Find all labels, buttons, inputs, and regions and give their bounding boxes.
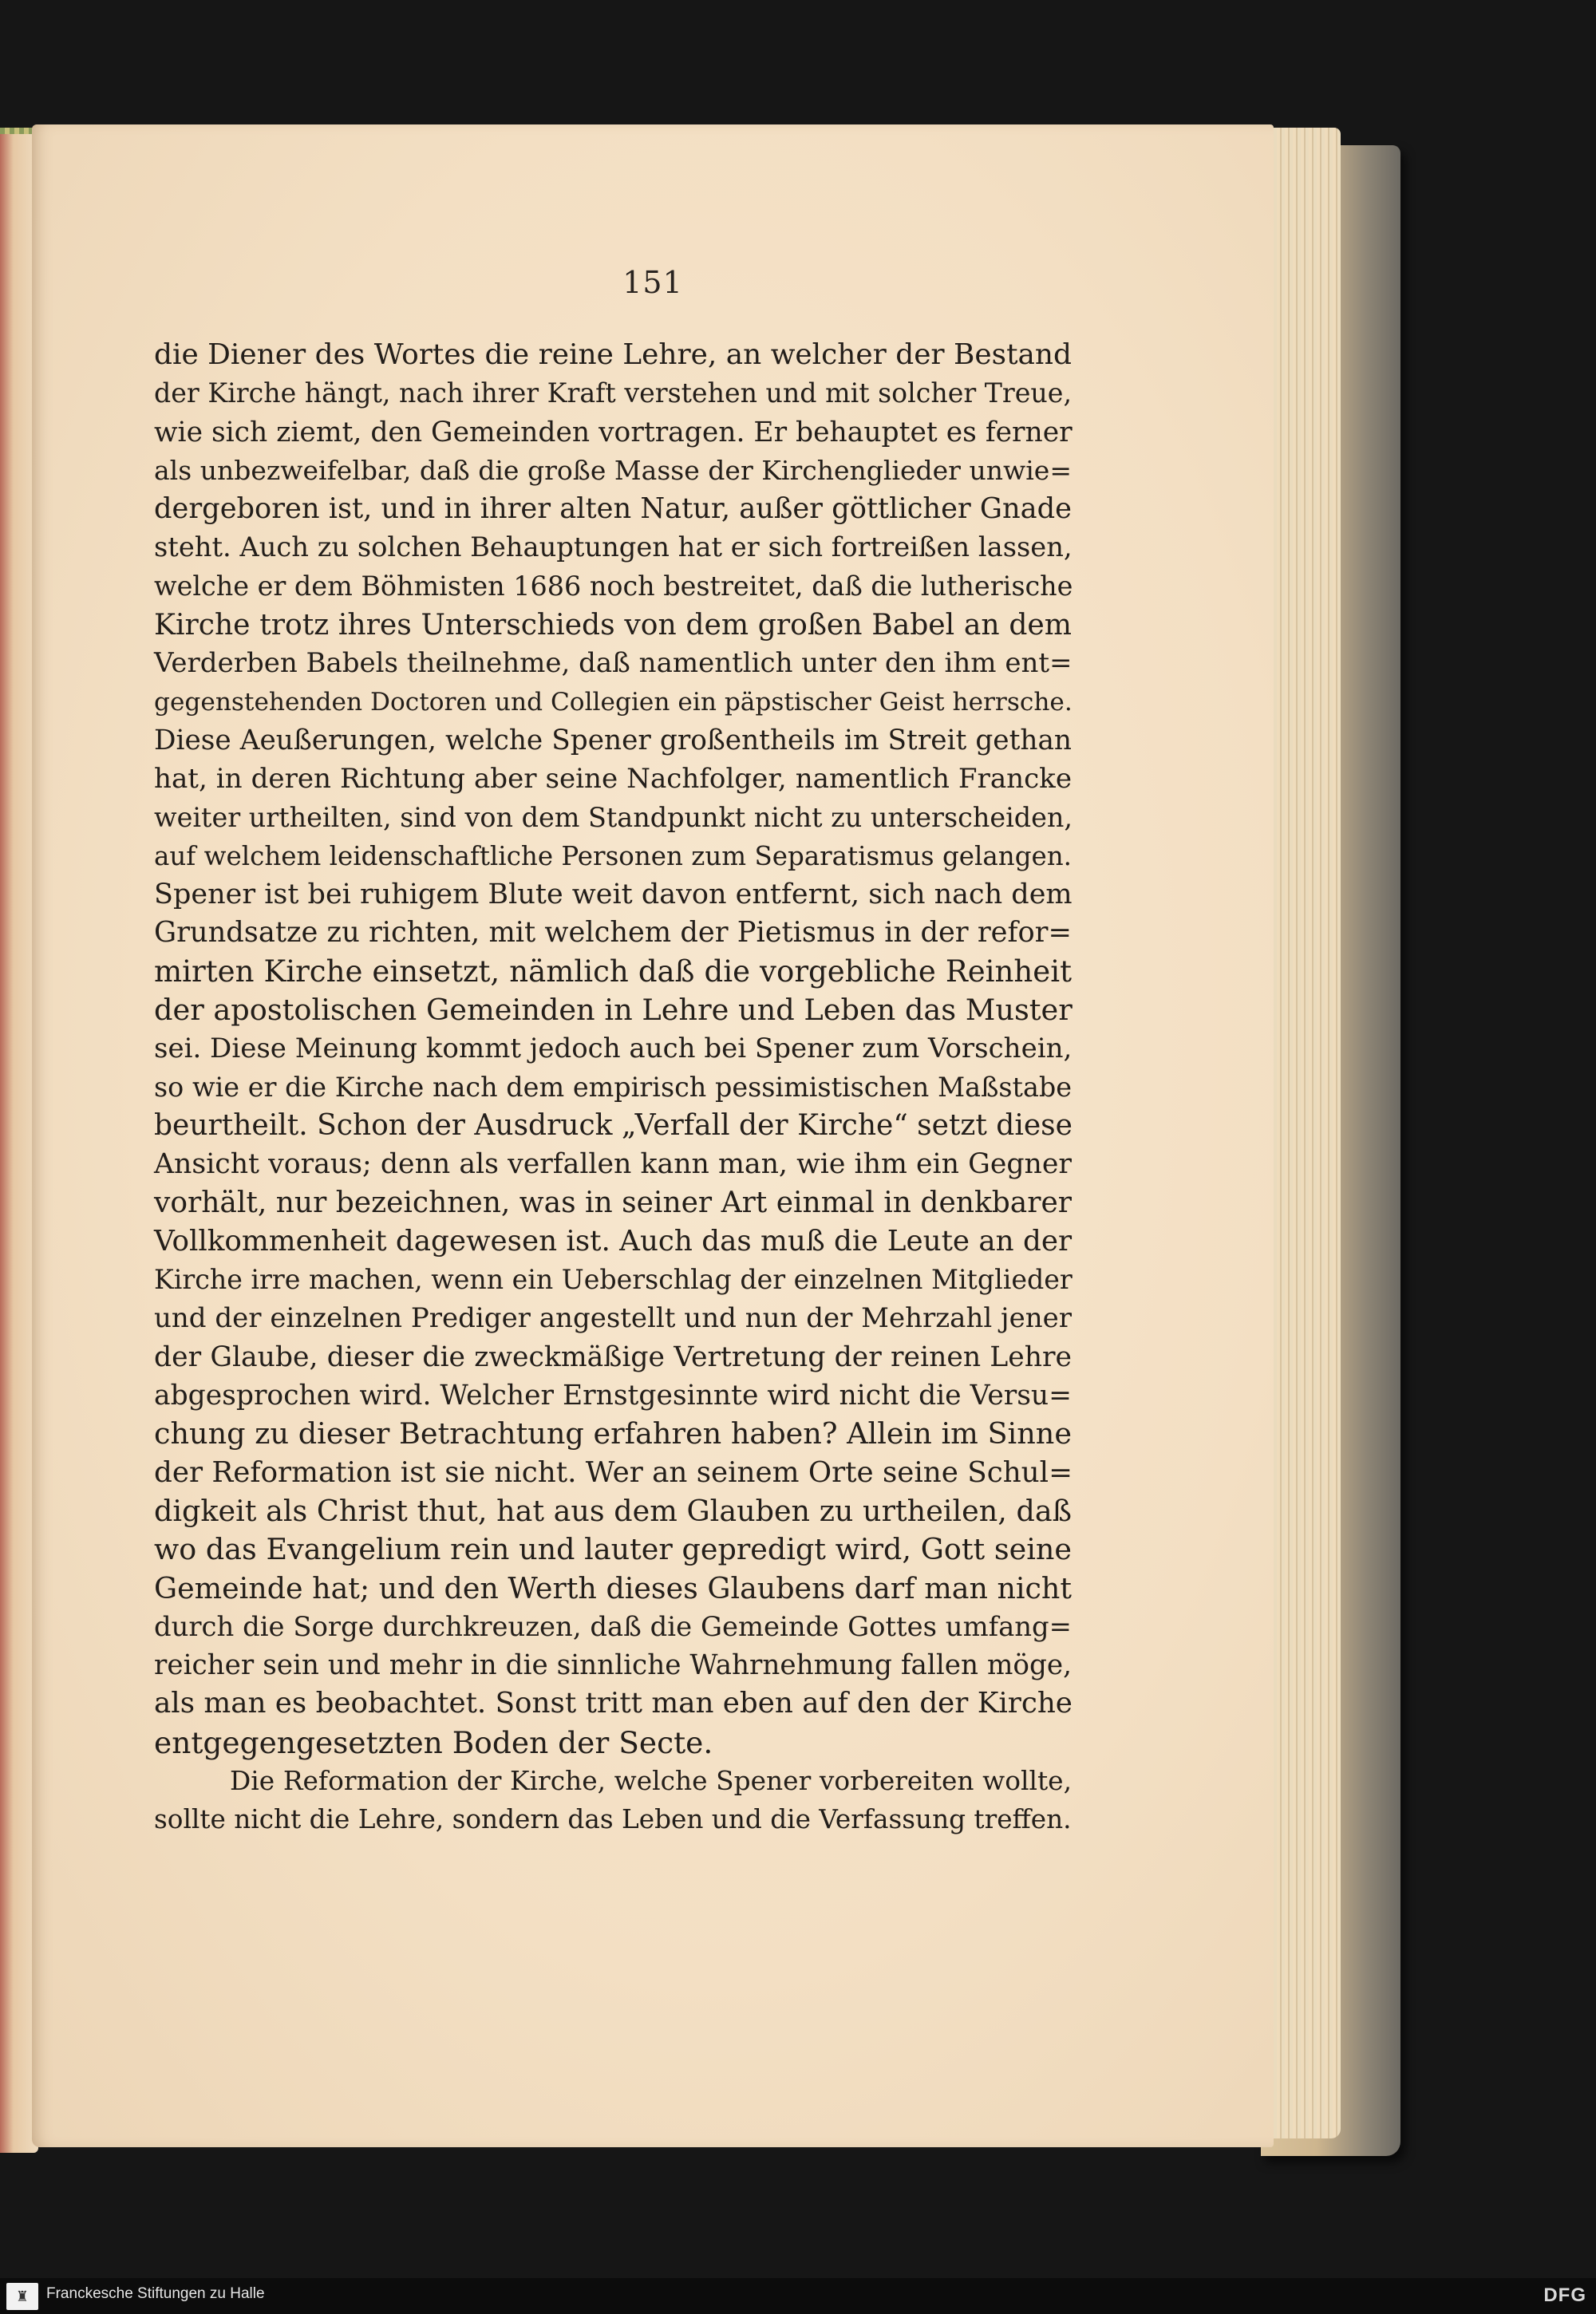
text-line: sei. Diese Meinung kommt jedoch auch bei Spener zum Vorschein,	[154, 1033, 1073, 1065]
text-line: digkeit als Christ thut, hat aus dem Glauben zu urtheilen, daß	[154, 1493, 1072, 1528]
text-line: weiter urtheilten, sind von dem Standpunkt nicht zu unterscheiden,	[154, 801, 1073, 833]
text-line: der apostolischen Gemeinden in Lehre und Leben das Muster	[154, 993, 1073, 1028]
text-line: der Kirche hängt, nach ihrer Kraft verstehen und mit solcher Treue,	[154, 377, 1072, 409]
text-line: wie sich ziemt, den Gemeinden vortragen. Er behauptet es ferner	[154, 416, 1073, 448]
text-line: als unbezweifelbar, daß die große Masse der Kirchenglieder unwie=	[154, 454, 1072, 486]
funder-logo: DFG	[1543, 2284, 1586, 2306]
text-line: Vollkommenheit dagewesen ist. Auch das muß die Leute an der	[154, 1224, 1072, 1258]
text-line: welche er dem Böhmisten 1686 noch bestreitet, daß die lutherische	[154, 570, 1073, 602]
text-line: entgegengesetzten Boden der Secte.	[154, 1724, 713, 1760]
text-line: hat, in deren Richtung aber seine Nachfolger, namentlich Francke	[154, 763, 1072, 796]
text-line: Kirche trotz ihres Unterschieds von dem großen Babel an dem	[154, 608, 1072, 642]
text-line: Gemeinde hat; und den Werth dieses Glaubens darf man nicht	[154, 1570, 1072, 1605]
text-line: reicher sein und mehr in die sinnliche Wahrnehmung fallen möge,	[154, 1649, 1072, 1682]
text-line: abgesprochen wird. Welcher Ernstgesinnte wird nicht die Versu=	[154, 1380, 1073, 1412]
text-line: Spener ist bei ruhigem Blute weit davon entfernt, sich nach dem	[154, 879, 1073, 911]
text-line: Verderben Babels theilnehme, daß namentlich unter den ihm ent=	[154, 647, 1073, 680]
text-line: chung zu dieser Betrachtung erfahren haben? Allein im Sinne	[154, 1416, 1072, 1451]
page-number: 151	[622, 265, 683, 300]
text-line: Die Reformation der Kirche, welche Spener vorbereiten wollte,	[230, 1765, 1072, 1796]
text-line: steht. Auch zu solchen Behauptungen hat er sich fortreißen lassen,	[154, 531, 1073, 563]
text-line: Kirche irre machen, wenn ein Ueberschlag der einzelnen Mitglieder	[154, 1264, 1073, 1296]
text-line: vorhält, nur bezeichnen, was in seiner Art einmal in denkbarer	[154, 1186, 1072, 1219]
text-line: durch die Sorge durchkreuzen, daß die Gemeinde Gottes umfang=	[154, 1610, 1072, 1642]
text-line: gegenstehenden Doctoren und Collegien ein päpstischer Geist herrsche.	[154, 687, 1073, 717]
text-line: die Diener des Wortes die reine Lehre, an welcher der Bestand	[154, 338, 1072, 371]
text-line: Ansicht voraus; denn als verfallen kann man, wie ihm ein Gegner	[154, 1148, 1072, 1181]
text-line: wo das Evangelium rein und lauter gepredigt wird, Gott seine	[154, 1532, 1072, 1567]
text-line: auf welchem leidenschaftliche Personen zum Separatismus gelangen.	[154, 840, 1072, 871]
book-page	[32, 124, 1274, 2147]
text-line: dergeboren ist, und in ihrer alten Natur, außer göttlicher Gnade	[154, 492, 1072, 526]
text-line: und der einzelnen Prediger angestellt und nun der Mehrzahl jener	[154, 1302, 1072, 1335]
institution-logo-icon: ♜	[6, 2283, 38, 2310]
text-line: Diese Aeußerungen, welche Spener großentheils im Streit gethan	[154, 724, 1072, 756]
footer-bar	[0, 2278, 1596, 2314]
text-line: Grundsatze zu richten, mit welchem der Pietismus in der refor=	[154, 916, 1072, 950]
text-line: sollte nicht die Lehre, sondern das Leben und die Verfassung treffen.	[154, 1804, 1072, 1835]
institution-label: Franckesche Stiftungen zu Halle	[46, 2285, 265, 2302]
text-line: so wie er die Kirche nach dem empirisch pessimistischen Maßstabe	[154, 1071, 1072, 1103]
page-text	[154, 336, 1072, 1839]
text-line: beurtheilt. Schon der Ausdruck „Verfall der Kirche“ setzt diese	[154, 1108, 1073, 1142]
text-line: mirten Kirche einsetzt, nämlich daß die vorgebliche Reinheit	[154, 954, 1072, 989]
text-line: der Glaube, dieser die zweckmäßige Vertretung der reinen Lehre	[154, 1341, 1072, 1373]
text-line: der Reformation ist sie nicht. Wer an seinem Orte seine Schul=	[154, 1455, 1073, 1489]
text-line: als man es beobachtet. Sonst tritt man eben auf den der Kirche	[154, 1687, 1073, 1720]
